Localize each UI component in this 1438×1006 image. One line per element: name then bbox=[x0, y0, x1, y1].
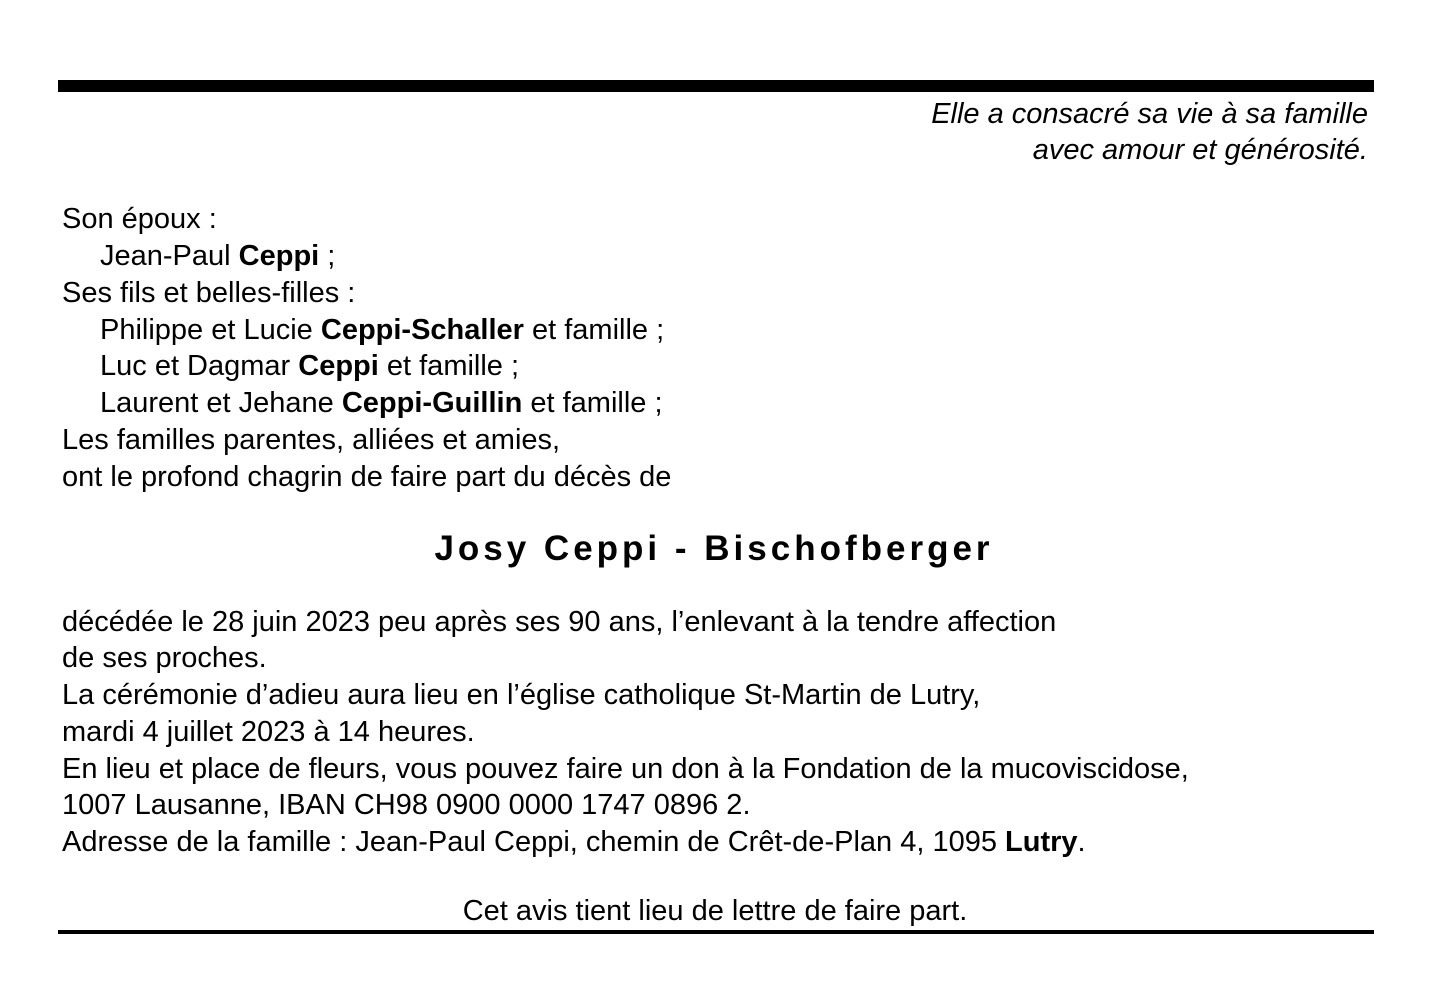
spouse-heading: Son époux : bbox=[62, 203, 217, 235]
children-heading: Ses fils et belles-filles : bbox=[62, 277, 356, 309]
details-line-3: La cérémonie d’adieu aura lieu en l’église catholique St-Martin de Lutry, bbox=[62, 679, 981, 711]
details-line-2: de ses proches. bbox=[62, 642, 267, 674]
child-last-name: Ceppi bbox=[298, 350, 379, 382]
family-address bbox=[62, 824, 1086, 860]
details-line-6: 1007 Lausanne, IBAN CH98 0900 0000 1747 0896 2. bbox=[62, 789, 751, 821]
top-border-rule bbox=[58, 80, 1374, 92]
spouse-last-name: Ceppi bbox=[238, 240, 320, 272]
child-first-names: Philippe et Lucie bbox=[100, 314, 321, 346]
epigraph bbox=[931, 96, 1368, 168]
closing-note: Cet avis tient lieu de lettre de faire part. bbox=[462, 895, 968, 927]
details-line-1: décédée le 28 juin 2023 peu après ses 90 ans, l’enlevant à la tendre affection bbox=[62, 606, 1057, 638]
bottom-border-rule bbox=[58, 930, 1374, 934]
announcement-line: ont le profond chagrin de faire part du décès de bbox=[62, 461, 672, 493]
deceased-name: Josy Ceppi - Bischofberger bbox=[434, 529, 994, 568]
details-line-4: mardi 4 juillet 2023 à 14 heures. bbox=[62, 716, 475, 748]
address-prefix: Adresse de la famille : Jean-Paul Ceppi, chemin de Crêt-de-Plan 4, 1095 bbox=[62, 826, 1006, 858]
child-last-name: Ceppi-Guillin bbox=[341, 387, 523, 419]
epigraph-line-2: avec amour et générosité. bbox=[1032, 134, 1368, 166]
child-first-names: Luc et Dagmar bbox=[100, 350, 299, 382]
child-suffix: et famille ; bbox=[378, 350, 520, 382]
epigraph-line-1: Elle a consacré sa vie à sa famille bbox=[931, 98, 1368, 130]
child-entry-3 bbox=[100, 385, 663, 421]
child-suffix: et famille ; bbox=[523, 314, 665, 346]
address-suffix: . bbox=[1077, 826, 1086, 858]
spouse-suffix: ; bbox=[319, 240, 336, 272]
child-entry-1 bbox=[100, 312, 664, 348]
child-first-names: Laurent et Jehane bbox=[100, 387, 342, 419]
child-entry-2 bbox=[100, 348, 519, 384]
relatives-line: Les familles parentes, alliées et amies, bbox=[62, 424, 561, 456]
address-city: Lutry bbox=[1005, 826, 1078, 858]
child-last-name: Ceppi-Schaller bbox=[320, 314, 524, 346]
details-line-5: En lieu et place de fleurs, vous pouvez faire un don à la Fondation de la mucoviscidose, bbox=[62, 753, 1189, 785]
spouse-entry bbox=[100, 238, 335, 274]
child-suffix: et famille ; bbox=[522, 387, 663, 419]
spouse-first-name: Jean-Paul bbox=[100, 240, 239, 272]
